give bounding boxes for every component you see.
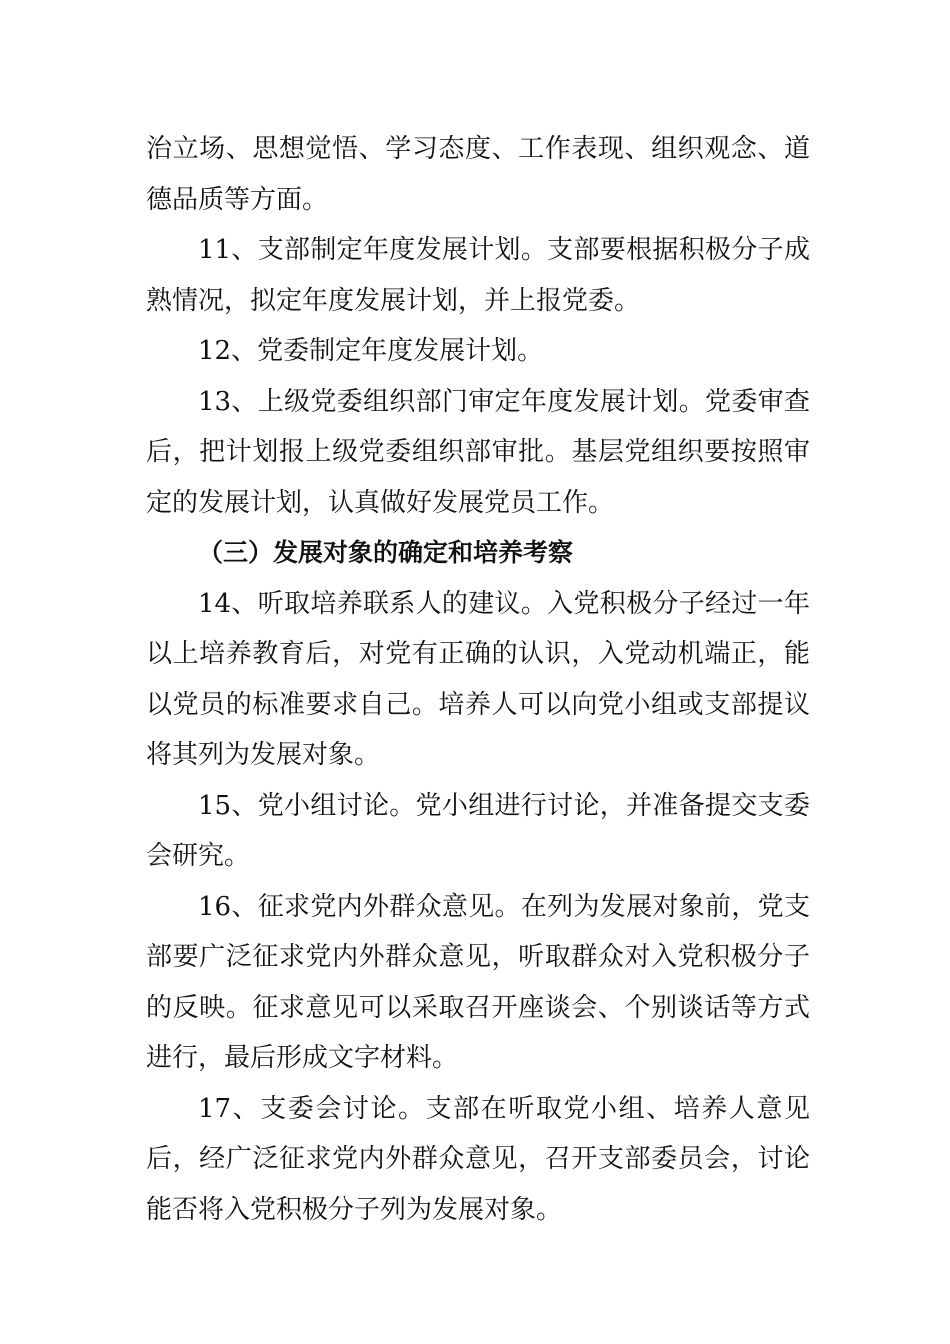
paragraph-item-11: 11、支部制定年度发展计划。支部要根据积极分子成熟情况，拟定年度发展计划，并上报党委。 [146, 235, 810, 316]
paragraph-item-13: 13、上级党委组织部门审定年度发展计划。党委审查后，把计划报上级党委组织部审批。基层党组织要按照审定的发展计划，认真做好发展党员工作。 [146, 386, 810, 518]
paragraph-item-17: 17、支委会讨论。支部在听取党小组、培养人意见后，经广泛征求党内外群众意见，召开支部委员会，讨论能否将入党积极分子列为发展对象。 [146, 1093, 810, 1225]
section-heading: （三）发展对象的确定和培养考察 [198, 538, 574, 567]
paragraph-item-15: 15、党小组讨论。党小组进行讨论，并准备提交支委会研究。 [146, 790, 810, 871]
paragraph-item-16: 16、征求党内外群众意见。在列为发展对象前，党支部要广泛征求党内外群众意见，听取群众对入党积极分子的反映。征求意见可以采取召开座谈会、个别谈话等方式进行，最后形成文字材料。 [146, 891, 810, 1073]
paragraph-item-14: 14、听取培养联系人的建议。入党积极分子经过一年以上培养教育后，对党有正确的认识，入党动机端正，能以党员的标准要求自己。培养人可以向党小组或支部提议将其列为发展对象。 [146, 588, 810, 770]
document-body [146, 124, 810, 1235]
paragraph-item-12: 12、党委制定年度发展计划。 [198, 336, 544, 366]
paragraph-continuation: 治立场、思想觉悟、学习态度、工作表现、组织观念、道德品质等方面。 [146, 134, 810, 215]
